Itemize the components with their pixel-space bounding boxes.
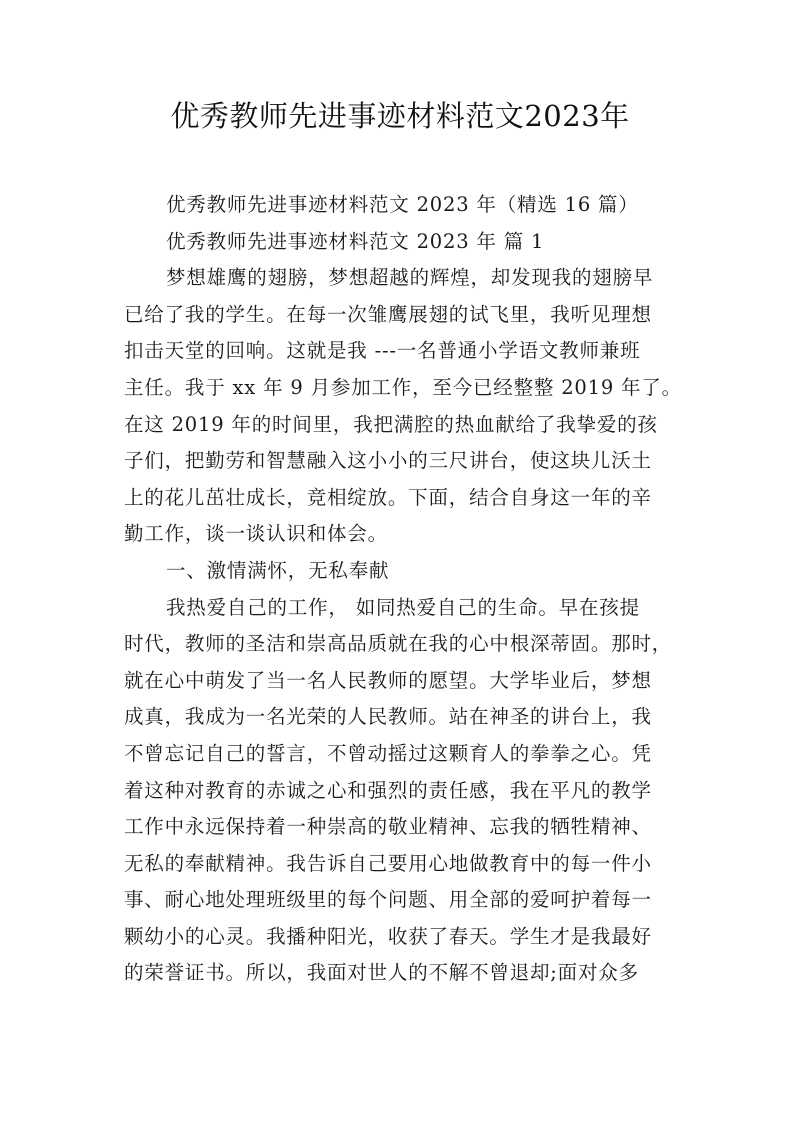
text-line: 主任。我于 xx 年 9 月参加工作，至今已经整整 2019 年了。	[124, 375, 682, 399]
text-line: 时代，教师的圣洁和崇高品质就在我的心中根深蒂固。那时，	[124, 632, 673, 656]
text-line: 在这 2019 年的时间里，我把满腔的热血献给了我挚爱的孩	[124, 412, 658, 436]
text-line: 已给了我的学生。在每一次雏鹰展翅的试飞里，我听见理想	[124, 302, 652, 326]
document-body	[124, 187, 686, 992]
text-line: 优秀教师先进事迹材料范文 2023 年 篇 1	[166, 229, 545, 253]
document-title: 优秀教师先进事迹材料范文2023年	[170, 99, 630, 133]
text-line: 工作中永远保持着一种崇高的敬业精神、忘我的牺牲精神、	[124, 815, 652, 839]
text-line: 勤工作，谈一谈认识和体会。	[124, 522, 388, 546]
text-line: 着这种对教育的赤诚之心和强烈的责任感，我在平凡的教学	[124, 778, 652, 802]
text-line: 就在心中萌发了当一名人民教师的愿望。大学毕业后，梦想	[124, 668, 652, 692]
text-line: 颗幼小的心灵。我播种阳光，收获了春天。学生才是我最好	[124, 924, 652, 948]
text-line: 梦想雄鹰的翅膀，梦想超越的辉煌，却发现我的翅膀早	[166, 266, 654, 290]
text-line: 不曾忘记自己的誓言，不曾动摇过这颗育人的拳拳之心。凭	[124, 741, 652, 765]
text-line: 扣击天堂的回响。这就是我 ---一名普通小学语文教师兼班	[124, 339, 641, 363]
text-line: 优秀教师先进事迹材料范文 2023 年（精选 16 篇）	[166, 193, 639, 216]
text-line: 的荣誉证书。所以，我面对世人的不解不曾退却;面对众多	[124, 961, 639, 985]
text-line: 子们，把勤劳和智慧融入这小小的三尺讲台，使这块儿沃土	[124, 449, 652, 473]
text-line: 无私的奉献精神。我告诉自己要用心地做教育中的每一件小	[124, 851, 652, 875]
text-line: 成真，我成为一名光荣的人民教师。站在神圣的讲台上，我	[124, 705, 652, 729]
text-line: 事、耐心地处理班级里的每个问题、用全部的爱呵护着每一	[124, 888, 652, 912]
section-heading: 一、激情满怀，无私奉献	[166, 558, 390, 582]
text-line: 我热爱自己的工作， 如同热爱自己的生命。早在孩提	[166, 595, 640, 619]
text-line: 上的花儿茁壮成长，竞相绽放。下面，结合自身这一年的辛	[124, 485, 652, 509]
